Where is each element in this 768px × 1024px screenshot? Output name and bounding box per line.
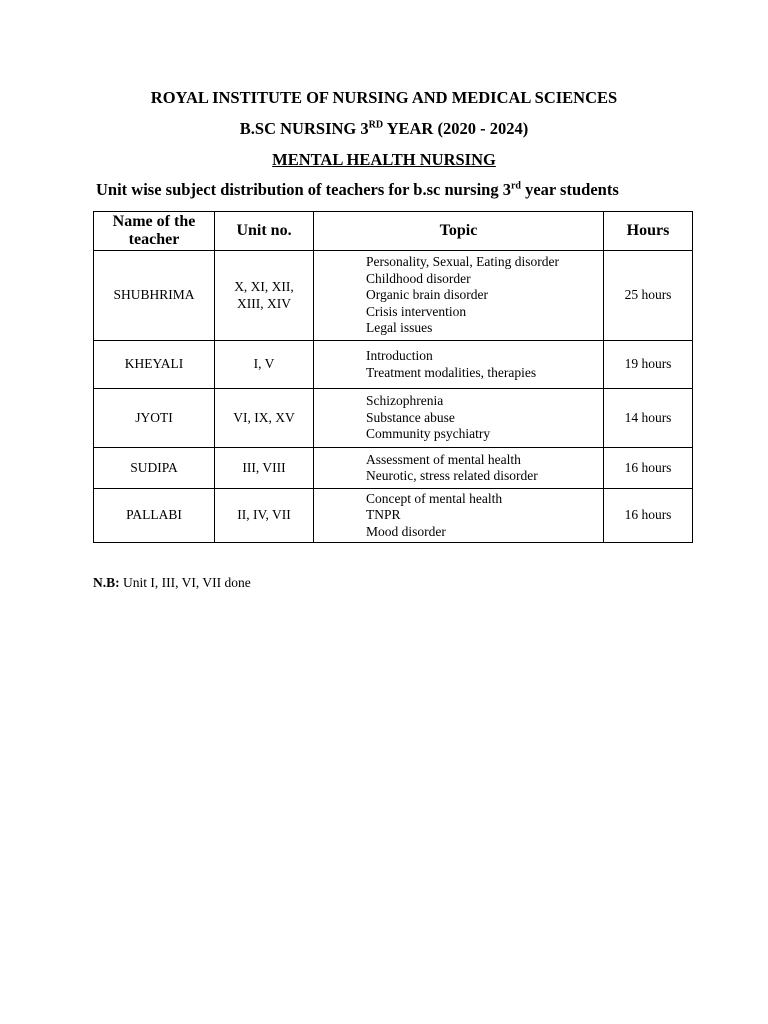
unit-text: X, XI, XII, XIII, XIV (234, 279, 294, 311)
topic-cell (314, 341, 604, 389)
topic-cell (314, 251, 604, 341)
description-superscript: rd (510, 180, 521, 192)
hours-cell: 16 hours (604, 448, 693, 489)
course-title-superscript: RD (368, 119, 384, 131)
topic-line: TNPR (366, 507, 401, 523)
topic-line: Crisis intervention (366, 303, 467, 319)
topic-cell (314, 489, 604, 543)
topic-line: Personality, Sexual, Eating disorder (366, 254, 559, 270)
footnote-label: N.B: (93, 575, 120, 590)
topic-line: Organic brain disorder (366, 287, 488, 303)
unit-cell (215, 389, 314, 448)
subject-title-text: MENTAL HEALTH NURSING (272, 150, 496, 169)
table-header-row (94, 212, 693, 251)
topic-line: Treatment modalities, therapies (366, 364, 537, 380)
unit-cell (215, 341, 314, 389)
distribution-table (93, 211, 693, 543)
hours-cell: 14 hours (604, 389, 693, 448)
unit-cell (215, 448, 314, 489)
column-header-unit: Unit no. (215, 212, 314, 251)
topic-line: Concept of mental health (366, 490, 503, 506)
unit-cell (215, 251, 314, 341)
topic-cell (314, 448, 604, 489)
teacher-cell: KHEYALI (94, 341, 215, 389)
table-row (94, 448, 693, 489)
institute-title (0, 88, 768, 108)
topic-line: Assessment of mental health (366, 451, 521, 467)
table-row (94, 341, 693, 389)
table-row (94, 251, 693, 341)
unit-text: II, IV, VII (237, 507, 291, 523)
topic-line: Legal issues (366, 320, 433, 336)
topic-line: Introduction (366, 348, 433, 363)
teacher-cell: SHUBHRIMA (94, 251, 215, 341)
subject-title (0, 150, 768, 170)
topic-line: Childhood disorder (366, 270, 471, 286)
table-row (94, 489, 693, 543)
description-prefix: Unit wise subject distribution of teachers for b.sc nursing 3 (96, 180, 511, 199)
footnote-text: Unit I, III, VI, VII done (119, 575, 251, 590)
hours-cell: 19 hours (604, 341, 693, 389)
description-suffix: year students (520, 180, 619, 199)
hours-cell: 25 hours (604, 251, 693, 341)
course-title-prefix: B.SC NURSING 3 (239, 119, 369, 138)
topic-line: Substance abuse (366, 409, 455, 425)
course-title (0, 119, 768, 139)
institute-title-text: ROYAL INSTITUTE OF NURSING AND MEDICAL SCIENCES (150, 88, 618, 107)
column-header-hours: Hours (604, 212, 693, 251)
footnote (93, 575, 251, 591)
topic-line: Mood disorder (366, 523, 446, 539)
unit-text: III, VIII (242, 459, 286, 475)
topic-line: Neurotic, stress related disorder (366, 468, 538, 483)
topic-line: Community psychiatry (366, 426, 491, 442)
description-title (96, 180, 672, 200)
teacher-cell: SUDIPA (94, 448, 215, 489)
unit-text: VI, IX, XV (233, 409, 295, 425)
teacher-cell: PALLABI (94, 489, 215, 543)
course-title-suffix: YEAR (2020 - 2024) (383, 119, 529, 138)
teacher-cell: JYOTI (94, 389, 215, 448)
topic-cell (314, 389, 604, 448)
column-header-topic: Topic (314, 212, 604, 251)
column-header-teacher: Name of the teacher (94, 212, 215, 251)
unit-text: I, V (253, 356, 275, 372)
hours-cell: 16 hours (604, 489, 693, 543)
unit-cell (215, 489, 314, 543)
table-row (94, 389, 693, 448)
topic-line: Schizophrenia (366, 393, 444, 409)
